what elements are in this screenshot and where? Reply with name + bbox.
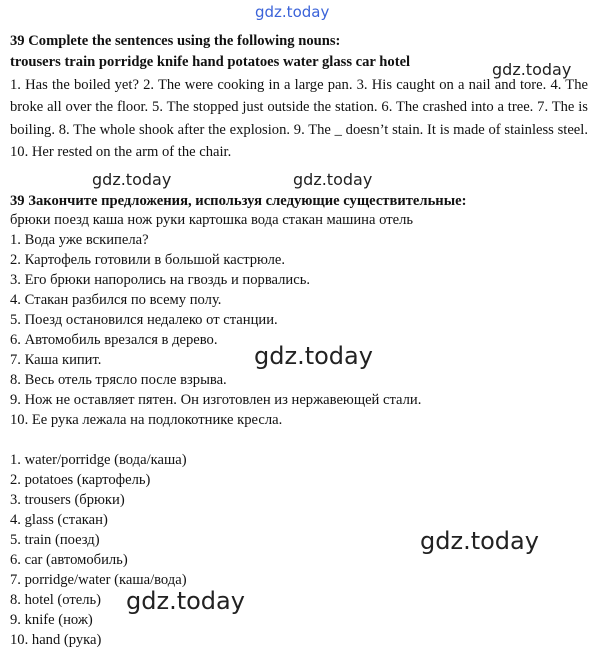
- ru-sentence: 5. Поезд остановился недалеко от станции.: [10, 312, 278, 328]
- answer-item: 1. water/porridge (вода/каша): [10, 452, 187, 468]
- answer-item: 10. hand (рука): [10, 632, 102, 648]
- watermark-large: gdz.today: [254, 342, 373, 370]
- answer-item: 9. knife (нож): [10, 612, 93, 628]
- watermark-large: gdz.today: [420, 527, 539, 555]
- ru-sentence: 6. Автомобиль врезался в дерево.: [10, 332, 218, 348]
- answer-item: 3. trousers (брюки): [10, 492, 125, 508]
- ru-sentence: 8. Весь отель трясло после взрыва.: [10, 372, 227, 388]
- answer-item: 2. potatoes (картофель): [10, 472, 151, 488]
- watermark: gdz.today: [293, 170, 373, 189]
- answer-item: 8. hotel (отель): [10, 592, 102, 608]
- exercise-ru-heading: 39 Закончите предложения, используя следующие существительные:: [10, 193, 467, 209]
- watermark: gdz.today: [92, 170, 172, 189]
- ru-sentence: 9. Нож не оставляет пятен. Он изготовлен из нержавеющей стали.: [10, 392, 422, 408]
- ru-sentence: 7. Каша кипит.: [10, 352, 102, 368]
- answer-item: 6. car (автомобиль): [10, 552, 128, 568]
- answer-item: 5. train (поезд): [10, 532, 100, 548]
- ru-sentence: 4. Стакан разбился по всему полу.: [10, 292, 222, 308]
- ru-sentence: 10. Ее рука лежала на подлокотнике кресла.: [10, 412, 283, 428]
- exercise-en-nouns: trousers train porridge knife hand potatoes water glass car hotel: [10, 54, 411, 70]
- answer-item: 7. porridge/water (каша/вода): [10, 572, 187, 588]
- exercise-en-heading: 39 Complete the sentences using the following nouns:: [10, 33, 341, 49]
- ru-sentence: 1. Вода уже вскипела?: [10, 232, 149, 248]
- watermark-top: gdz.today: [255, 3, 330, 21]
- watermark: gdz.today: [492, 60, 572, 79]
- watermark-large: gdz.today: [126, 587, 245, 615]
- ru-sentence: 2. Картофель готовили в большой кастрюле.: [10, 252, 285, 268]
- answer-item: 4. glass (стакан): [10, 512, 108, 528]
- ru-sentence: 3. Его брюки напоролись на гвоздь и порвались.: [10, 272, 311, 288]
- exercise-ru-nouns: брюки поезд каша нож руки картошка вода стакан машина отель: [10, 212, 414, 228]
- exercise-en-text: 1. Has the boiled yet? 2. The were cooking in a large pan. 3. His caught on a nail and tore. 4. The broke all over the floor. 5. The stopped just outside the station. 6. The crashed into a tree. 7. The is boiling. 8. The whole shook after the explosion. 9. The _ doesn’t stain. It is made of stainless steel. 10. Her rested on the arm of the chair.: [10, 77, 588, 161]
